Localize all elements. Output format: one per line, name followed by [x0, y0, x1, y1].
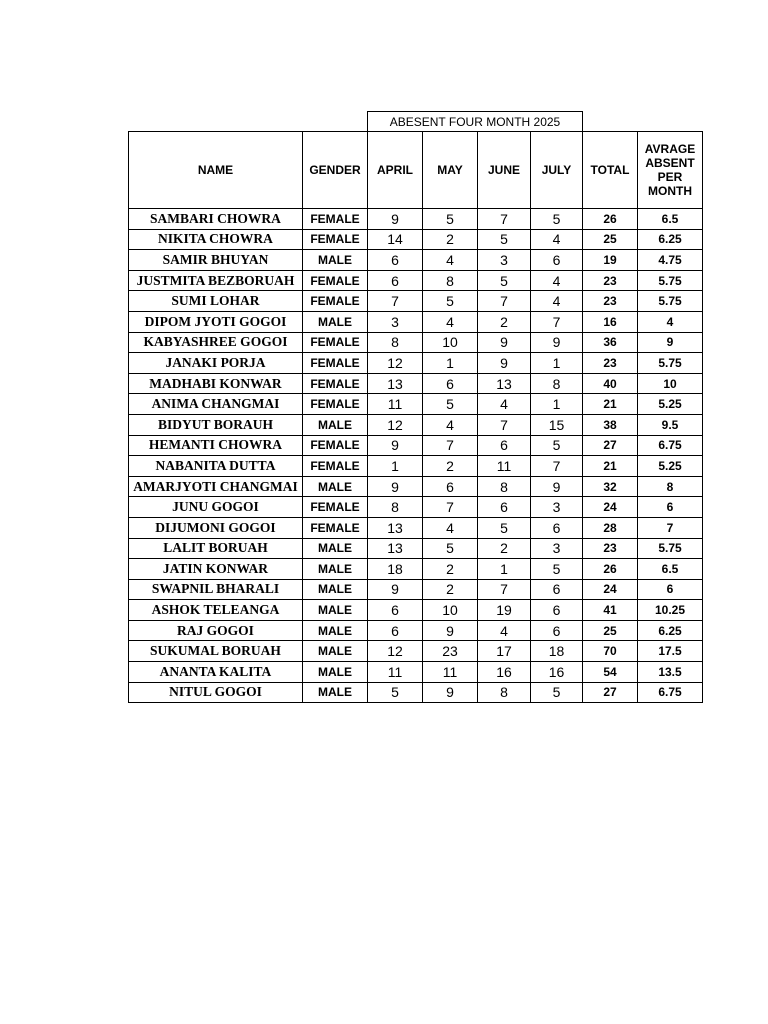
cell-july: 3: [531, 538, 583, 559]
cell-may: 1: [423, 353, 478, 374]
cell-july: 6: [531, 579, 583, 600]
cell-name: HEMANTI CHOWRA: [129, 435, 303, 456]
cell-name: SUMI LOHAR: [129, 291, 303, 312]
table-row: [129, 682, 703, 703]
cell-april: 6: [368, 600, 423, 621]
cell-april: 9: [368, 209, 423, 230]
cell-average: 4.75: [638, 250, 703, 271]
cell-may: 5: [423, 291, 478, 312]
cell-july: 7: [531, 311, 583, 332]
cell-april: 8: [368, 332, 423, 353]
cell-may: 9: [423, 682, 478, 703]
cell-total: 25: [583, 620, 638, 641]
cell-average: 6.25: [638, 229, 703, 250]
cell-total: 36: [583, 332, 638, 353]
cell-gender: FEMALE: [303, 270, 368, 291]
cell-may: 5: [423, 538, 478, 559]
cell-average: 6.5: [638, 209, 703, 230]
cell-june: 7: [478, 291, 531, 312]
cell-april: 11: [368, 662, 423, 683]
cell-name: SUKUMAL BORUAH: [129, 641, 303, 662]
cell-total: 21: [583, 456, 638, 477]
title-row: [129, 112, 703, 132]
cell-april: 9: [368, 435, 423, 456]
cell-june: 1: [478, 559, 531, 580]
cell-gender: FEMALE: [303, 517, 368, 538]
cell-average: 5.75: [638, 353, 703, 374]
cell-name: ANANTA KALITA: [129, 662, 303, 683]
cell-july: 3: [531, 497, 583, 518]
table-row: [129, 311, 703, 332]
header-april: APRIL: [368, 132, 423, 209]
cell-april: 8: [368, 497, 423, 518]
cell-may: 5: [423, 209, 478, 230]
cell-average: 5.25: [638, 394, 703, 415]
cell-gender: MALE: [303, 311, 368, 332]
cell-total: 23: [583, 538, 638, 559]
cell-july: 8: [531, 373, 583, 394]
cell-gender: FEMALE: [303, 394, 368, 415]
cell-gender: MALE: [303, 620, 368, 641]
cell-gender: MALE: [303, 682, 368, 703]
cell-may: 10: [423, 332, 478, 353]
cell-april: 13: [368, 517, 423, 538]
cell-name: DIPOM JYOTI GOGOI: [129, 311, 303, 332]
cell-gender: MALE: [303, 538, 368, 559]
cell-average: 6.75: [638, 435, 703, 456]
header-average: [638, 132, 703, 209]
cell-july: 1: [531, 394, 583, 415]
cell-name: BIDYUT BORAUH: [129, 414, 303, 435]
cell-april: 5: [368, 682, 423, 703]
cell-may: 4: [423, 250, 478, 271]
cell-june: 6: [478, 435, 531, 456]
cell-total: 23: [583, 353, 638, 374]
cell-average: 6.5: [638, 559, 703, 580]
cell-average: 5.75: [638, 270, 703, 291]
cell-june: 9: [478, 353, 531, 374]
cell-total: 32: [583, 476, 638, 497]
cell-may: 11: [423, 662, 478, 683]
cell-total: 25: [583, 229, 638, 250]
cell-june: 7: [478, 209, 531, 230]
table-row: [129, 373, 703, 394]
header-average-line: MONTH: [648, 184, 692, 198]
cell-june: 6: [478, 497, 531, 518]
cell-may: 5: [423, 394, 478, 415]
cell-total: 23: [583, 270, 638, 291]
cell-gender: FEMALE: [303, 435, 368, 456]
cell-average: 5.75: [638, 538, 703, 559]
header-average-line: AVRAGE: [644, 142, 696, 156]
table-row: [129, 662, 703, 683]
cell-total: 40: [583, 373, 638, 394]
cell-may: 4: [423, 414, 478, 435]
cell-may: 7: [423, 435, 478, 456]
cell-average: 5.75: [638, 291, 703, 312]
cell-july: 16: [531, 662, 583, 683]
cell-july: 18: [531, 641, 583, 662]
table-row: [129, 620, 703, 641]
cell-name: SAMIR BHUYAN: [129, 250, 303, 271]
cell-april: 14: [368, 229, 423, 250]
cell-june: 3: [478, 250, 531, 271]
cell-average: 13.5: [638, 662, 703, 683]
cell-june: 4: [478, 620, 531, 641]
header-june: JUNE: [478, 132, 531, 209]
table-row: [129, 559, 703, 580]
cell-name: DIJUMONI GOGOI: [129, 517, 303, 538]
cell-may: 10: [423, 600, 478, 621]
table-row: [129, 497, 703, 518]
table-row: [129, 641, 703, 662]
cell-june: 16: [478, 662, 531, 683]
cell-april: 1: [368, 456, 423, 477]
cell-july: 5: [531, 682, 583, 703]
table-row: [129, 229, 703, 250]
cell-name: AMARJYOTI CHANGMAI: [129, 476, 303, 497]
cell-may: 23: [423, 641, 478, 662]
cell-july: 4: [531, 229, 583, 250]
cell-april: 6: [368, 250, 423, 271]
cell-total: 23: [583, 291, 638, 312]
cell-name: LALIT BORUAH: [129, 538, 303, 559]
header-total: TOTAL: [583, 132, 638, 209]
cell-total: 28: [583, 517, 638, 538]
cell-gender: MALE: [303, 600, 368, 621]
header-july: JULY: [531, 132, 583, 209]
cell-july: 6: [531, 620, 583, 641]
cell-june: 8: [478, 682, 531, 703]
cell-average: 6.25: [638, 620, 703, 641]
cell-june: 2: [478, 311, 531, 332]
cell-gender: FEMALE: [303, 497, 368, 518]
cell-april: 9: [368, 476, 423, 497]
cell-total: 16: [583, 311, 638, 332]
cell-gender: FEMALE: [303, 332, 368, 353]
cell-average: 6: [638, 579, 703, 600]
cell-gender: FEMALE: [303, 353, 368, 374]
cell-average: 9: [638, 332, 703, 353]
cell-average: 10: [638, 373, 703, 394]
cell-june: 8: [478, 476, 531, 497]
cell-total: 26: [583, 209, 638, 230]
cell-total: 27: [583, 435, 638, 456]
cell-gender: MALE: [303, 250, 368, 271]
cell-may: 7: [423, 497, 478, 518]
cell-july: 4: [531, 270, 583, 291]
table-row: [129, 291, 703, 312]
table-row: [129, 600, 703, 621]
cell-gender: MALE: [303, 641, 368, 662]
cell-average: 6.75: [638, 682, 703, 703]
cell-name: JATIN KONWAR: [129, 559, 303, 580]
header-average-line: ABSENT: [645, 156, 695, 170]
cell-total: 38: [583, 414, 638, 435]
cell-total: 70: [583, 641, 638, 662]
cell-april: 12: [368, 414, 423, 435]
cell-june: 13: [478, 373, 531, 394]
cell-name: NABANITA DUTTA: [129, 456, 303, 477]
cell-july: 6: [531, 517, 583, 538]
cell-april: 9: [368, 579, 423, 600]
cell-gender: FEMALE: [303, 209, 368, 230]
cell-name: JUNU GOGOI: [129, 497, 303, 518]
cell-june: 11: [478, 456, 531, 477]
cell-gender: MALE: [303, 559, 368, 580]
table-row: [129, 579, 703, 600]
cell-may: 4: [423, 517, 478, 538]
table-row: [129, 538, 703, 559]
cell-may: 6: [423, 476, 478, 497]
cell-april: 12: [368, 353, 423, 374]
cell-gender: FEMALE: [303, 373, 368, 394]
cell-may: 2: [423, 456, 478, 477]
cell-july: 6: [531, 600, 583, 621]
cell-july: 7: [531, 456, 583, 477]
cell-total: 27: [583, 682, 638, 703]
table-row: [129, 250, 703, 271]
cell-gender: FEMALE: [303, 229, 368, 250]
cell-average: 4: [638, 311, 703, 332]
cell-name: JANAKI PORJA: [129, 353, 303, 374]
cell-april: 11: [368, 394, 423, 415]
cell-name: ASHOK TELEANGA: [129, 600, 303, 621]
table-row: [129, 435, 703, 456]
cell-july: 6: [531, 250, 583, 271]
cell-may: 8: [423, 270, 478, 291]
cell-may: 9: [423, 620, 478, 641]
cell-june: 7: [478, 414, 531, 435]
table-row: [129, 353, 703, 374]
cell-june: 5: [478, 517, 531, 538]
cell-average: 9.5: [638, 414, 703, 435]
cell-gender: FEMALE: [303, 456, 368, 477]
cell-july: 9: [531, 476, 583, 497]
table-row: [129, 476, 703, 497]
cell-june: 7: [478, 579, 531, 600]
cell-average: 17.5: [638, 641, 703, 662]
cell-name: NIKITA CHOWRA: [129, 229, 303, 250]
header-row: [129, 132, 703, 209]
cell-name: RAJ GOGOI: [129, 620, 303, 641]
cell-june: 19: [478, 600, 531, 621]
cell-april: 18: [368, 559, 423, 580]
cell-may: 4: [423, 311, 478, 332]
table-row: [129, 332, 703, 353]
cell-name: JUSTMITA BEZBORUAH: [129, 270, 303, 291]
cell-name: MADHABI KONWAR: [129, 373, 303, 394]
cell-total: 54: [583, 662, 638, 683]
cell-total: 24: [583, 497, 638, 518]
table-row: [129, 209, 703, 230]
header-gender: GENDER: [303, 132, 368, 209]
cell-april: 6: [368, 620, 423, 641]
cell-total: 19: [583, 250, 638, 271]
cell-july: 5: [531, 559, 583, 580]
cell-gender: MALE: [303, 476, 368, 497]
cell-name: ANIMA CHANGMAI: [129, 394, 303, 415]
cell-may: 6: [423, 373, 478, 394]
cell-average: 7: [638, 517, 703, 538]
header-name: NAME: [129, 132, 303, 209]
cell-april: 3: [368, 311, 423, 332]
header-may: MAY: [423, 132, 478, 209]
cell-july: 4: [531, 291, 583, 312]
table-row: [129, 270, 703, 291]
cell-name: SAMBARI CHOWRA: [129, 209, 303, 230]
cell-may: 2: [423, 229, 478, 250]
blank-cell: [129, 112, 368, 132]
cell-total: 26: [583, 559, 638, 580]
cell-july: 5: [531, 435, 583, 456]
header-average-line: PER: [657, 170, 683, 184]
cell-average: 5.25: [638, 456, 703, 477]
cell-april: 7: [368, 291, 423, 312]
cell-gender: FEMALE: [303, 291, 368, 312]
cell-name: NITUL GOGOI: [129, 682, 303, 703]
cell-gender: MALE: [303, 579, 368, 600]
cell-average: 6: [638, 497, 703, 518]
cell-name: KABYASHREE GOGOI: [129, 332, 303, 353]
blank-cell: [583, 112, 703, 132]
cell-april: 13: [368, 538, 423, 559]
cell-gender: MALE: [303, 662, 368, 683]
cell-total: 24: [583, 579, 638, 600]
attendance-table: [128, 111, 703, 703]
cell-july: 9: [531, 332, 583, 353]
table-row: [129, 394, 703, 415]
cell-name: SWAPNIL BHARALI: [129, 579, 303, 600]
cell-may: 2: [423, 579, 478, 600]
cell-july: 1: [531, 353, 583, 374]
cell-july: 5: [531, 209, 583, 230]
cell-total: 41: [583, 600, 638, 621]
cell-april: 6: [368, 270, 423, 291]
cell-june: 5: [478, 270, 531, 291]
cell-june: 4: [478, 394, 531, 415]
cell-june: 2: [478, 538, 531, 559]
table-row: [129, 456, 703, 477]
cell-may: 2: [423, 559, 478, 580]
cell-june: 9: [478, 332, 531, 353]
cell-july: 15: [531, 414, 583, 435]
cell-average: 10.25: [638, 600, 703, 621]
cell-total: 21: [583, 394, 638, 415]
cell-average: 8: [638, 476, 703, 497]
cell-gender: MALE: [303, 414, 368, 435]
table-row: [129, 517, 703, 538]
cell-june: 17: [478, 641, 531, 662]
table-title: ABESENT FOUR MONTH 2025: [368, 112, 583, 132]
cell-june: 5: [478, 229, 531, 250]
cell-april: 13: [368, 373, 423, 394]
table-row: [129, 414, 703, 435]
cell-april: 12: [368, 641, 423, 662]
